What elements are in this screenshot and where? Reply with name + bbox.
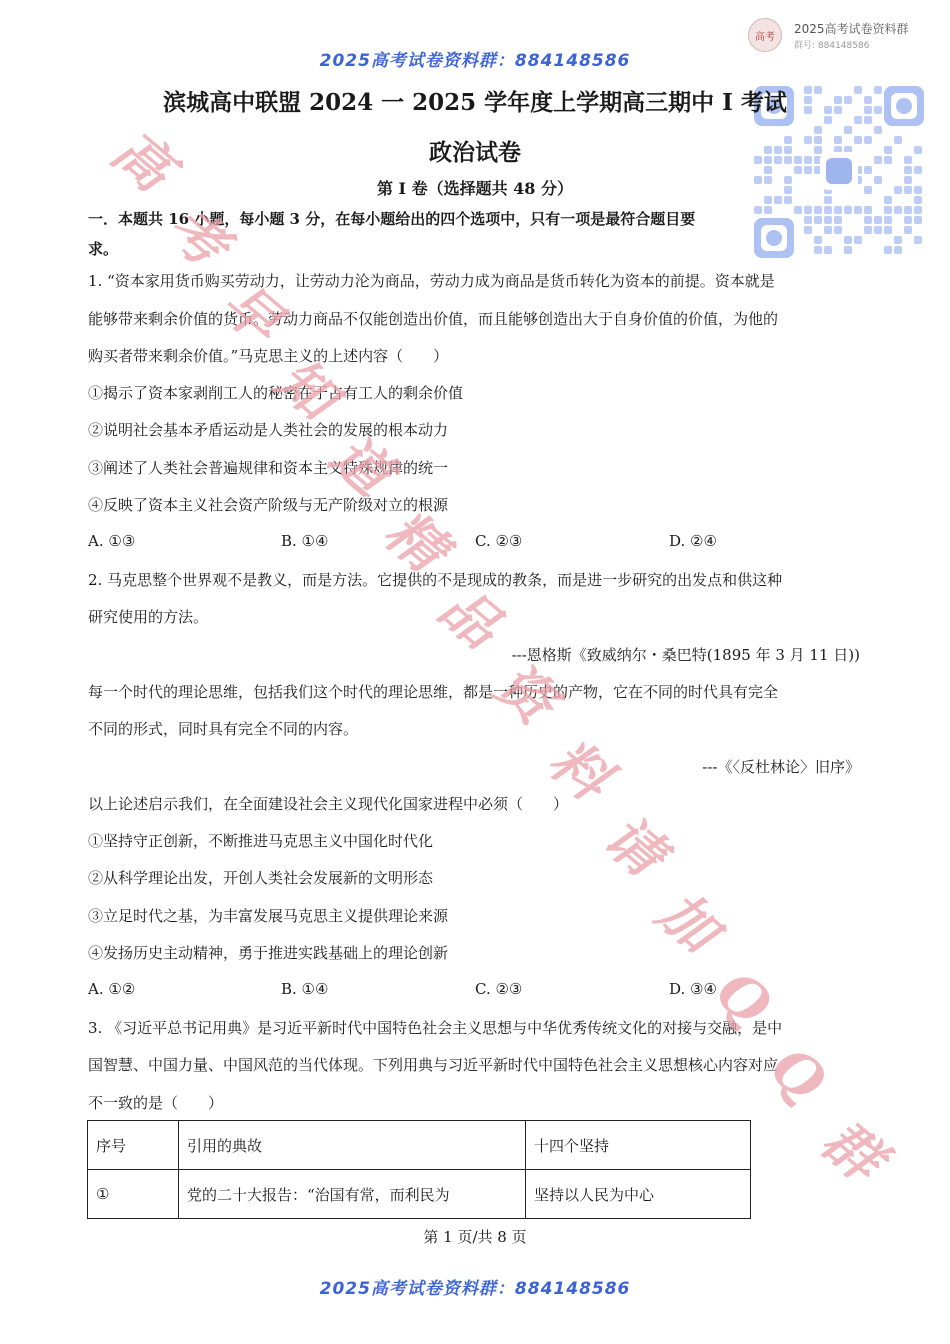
watermark-char: 早: [208, 269, 295, 357]
table-header-row: [88, 1121, 751, 1170]
q1-stem-line: 购买者带来剩余价值。”马克思主义的上述内容（ ）: [88, 347, 449, 365]
q2-option-b[interactable]: B. ①④: [281, 980, 329, 998]
table-header-cell: 引用的典故: [179, 1121, 526, 1170]
table-cell: 党的二十大报告：“治国有常，而利民为: [179, 1170, 526, 1219]
q3-stem-line: 3. 《习近平总书记用典》是习近平新时代中国特色社会主义思想与中华优秀传统文化的对接与交融，是中: [88, 1019, 783, 1037]
watermark-char: 资: [481, 650, 568, 737]
q1-item: ①揭示了资本家剥削工人的秘密在于占有工人的剩余价值: [88, 384, 464, 402]
part-title: 第 I 卷（选择题共 48 分）: [376, 179, 574, 198]
q1-item: ④反映了资本主义社会资产阶级与无产阶级对立的根源: [88, 496, 449, 514]
group-logo-icon: 高考: [748, 18, 782, 52]
q2-question: 以上论述启示我们，在全面建设社会主义现代化国家进程中必须（ ）: [88, 795, 569, 813]
watermark-char: 请: [591, 802, 677, 890]
page-number: 第 1 页/共 8 页: [423, 1228, 527, 1246]
watermark-char: 群: [809, 1107, 895, 1194]
watermark-char: Q: [703, 957, 783, 1040]
q3-stem-line: 国智慧、中国力量、中国风范的当代体现。下列用典与习近平新时代中国特色社会主义思想核心内容对应: [88, 1056, 779, 1074]
badge-title: 2025高考试卷资料群: [794, 22, 909, 36]
table-cell: 坚持以人民为中心: [526, 1170, 751, 1219]
q1-item: ②说明社会基本矛盾运动是人类社会的发展的根本动力: [88, 421, 449, 439]
exam-subject: 政治试卷: [429, 139, 521, 166]
q2-item: ②从科学理论出发，开创人类社会发展新的文明形态: [88, 869, 434, 887]
top-banner: 2025高考试卷资料群：884148586: [319, 51, 631, 71]
q1-option-c[interactable]: C. ②③: [475, 532, 523, 550]
watermark-char: 知: [263, 345, 349, 433]
watermark-char: Q: [757, 1033, 838, 1116]
q2-option-a[interactable]: A. ①②: [88, 980, 136, 998]
q2-option-d[interactable]: D. ③④: [669, 980, 717, 998]
q2-quote-line: 每一个时代的理论思维，包括我们这个时代的理论思维，都是一种历史的产物，它在不同的时代具有完全: [88, 683, 779, 701]
q2-option-c[interactable]: C. ②③: [475, 980, 523, 998]
table-cell: ①: [88, 1170, 179, 1219]
q2-quote-line: 不同的形式，同时具有完全不同的内容。: [88, 720, 359, 738]
q1-option-d[interactable]: D. ②④: [669, 532, 717, 550]
q2-stem-line: 研究使用的方法。: [88, 608, 209, 626]
q2-source-1: ---恩格斯《致威纳尔・桑巴特(1895 年 3 月 11 日)): [511, 646, 860, 664]
q1-stem-line: 能够带来剩余价值的货币。劳动力商品不仅能创造出价值，而且能够创造出大于自身价值的价值，为他的: [88, 310, 779, 328]
watermark-char: 考: [154, 193, 240, 280]
table-header-cell: 序号: [88, 1121, 179, 1170]
watermark-char: 料: [536, 726, 622, 813]
section-instruction-line1: 一．本题共 16 小题，每小题 3 分，在每小题给出的四个选项中，只有一项是最符合题目要: [88, 210, 696, 228]
q2-item: ④发扬历史主动精神，勇于推进实践基础上的理论创新: [88, 944, 449, 962]
group-badge[interactable]: [748, 14, 938, 54]
watermark-char: 高: [99, 117, 185, 204]
section-instruction-line2: 求。: [88, 240, 119, 258]
badge-sub: 群号: 884148586: [794, 41, 870, 51]
table-header-cell: 十四个坚持: [526, 1121, 751, 1170]
watermark-char: 品: [427, 574, 513, 661]
q3-table: [87, 1120, 751, 1219]
bottom-banner: 2025高考试卷资料群：884148586: [319, 1279, 631, 1299]
q1-option-b[interactable]: B. ①④: [281, 532, 329, 550]
watermark-char: 道: [318, 421, 404, 509]
q2-source-2: ---《〈反杜林论〉旧序》: [702, 758, 860, 776]
q2-stem-line: 2. 马克思整个世界观不是教义，而是方法。它提供的不是现成的教条，而是进一步研究的出发点和供这种: [88, 571, 783, 589]
q2-item: ③立足时代之基，为丰富发展马克思主义提供理论来源: [88, 907, 449, 925]
watermark-char: 加: [645, 878, 732, 966]
q2-item: ①坚持守正创新，不断推进马克思主义中国化时代化: [88, 832, 434, 850]
q1-option-a[interactable]: A. ①③: [88, 532, 136, 550]
watermark-char: 精: [372, 497, 458, 585]
q1-stem-line: 1. “资本家用货币购买劳动力，让劳动力沦为商品，劳动力成为商品是货币转化为资本的前提。资本就是: [88, 272, 775, 290]
q3-stem-line: 不一致的是（ ）: [88, 1094, 224, 1112]
exam-title: 滨城高中联盟 2024 一 2025 学年度上学期高三期中 I 考试: [163, 89, 787, 116]
table-row: [88, 1170, 751, 1219]
q1-item: ③阐述了人类社会普遍规律和资本主义特殊规律的统一: [88, 459, 449, 477]
